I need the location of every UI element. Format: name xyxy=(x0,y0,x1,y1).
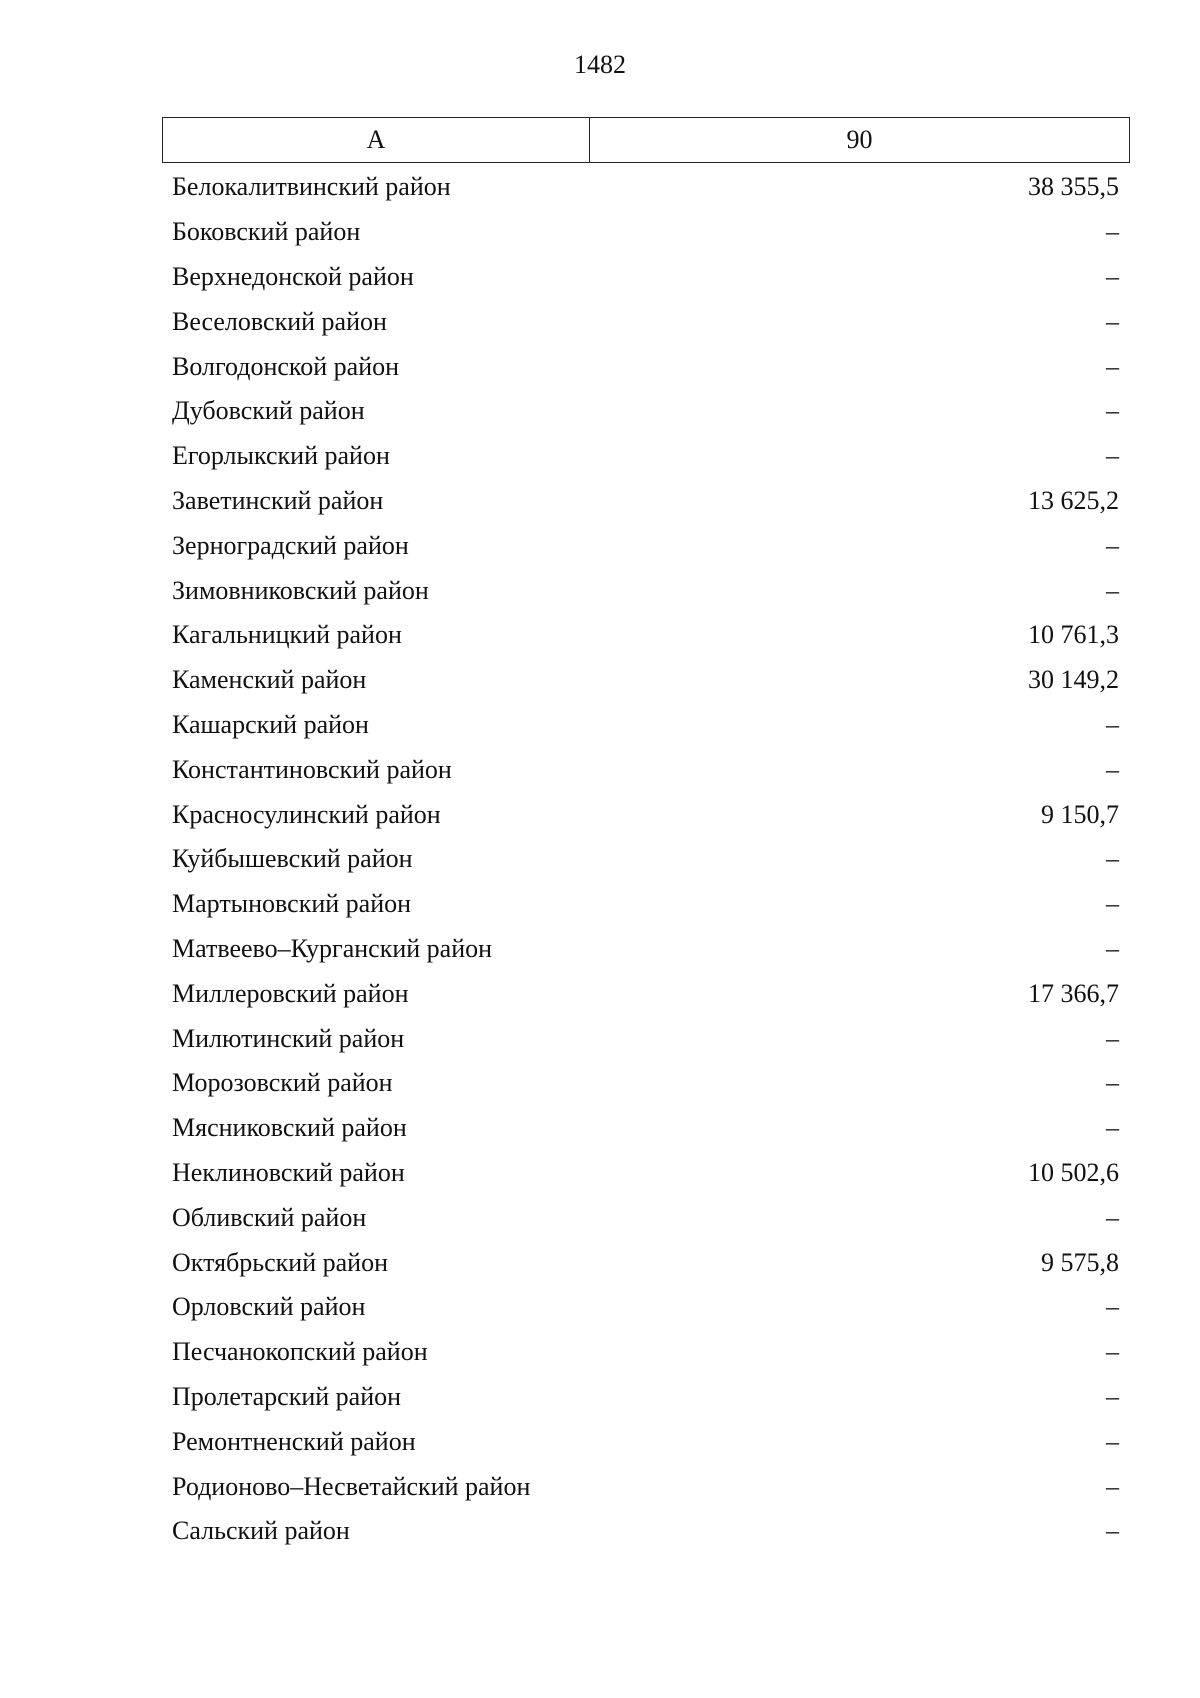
table-row xyxy=(162,1330,1130,1375)
row-value: – xyxy=(1106,1023,1119,1053)
table-row xyxy=(162,1419,1130,1464)
row-name: Песчанокопский район xyxy=(172,1337,428,1367)
row-value: – xyxy=(1106,396,1119,426)
row-name: Веселовский район xyxy=(172,306,387,336)
row-name: Орловский район xyxy=(172,1292,366,1322)
row-value: – xyxy=(1106,530,1119,560)
row-value: 38 355,5 xyxy=(1028,172,1119,202)
table-row xyxy=(162,255,1130,300)
table-header xyxy=(162,117,1130,163)
row-name: Мясниковский район xyxy=(172,1113,407,1143)
row-value: 9 150,7 xyxy=(1041,799,1119,829)
table-row xyxy=(162,299,1130,344)
row-value: – xyxy=(1106,709,1119,739)
table-row xyxy=(162,1464,1130,1509)
row-value: – xyxy=(1106,261,1119,291)
table-row xyxy=(162,613,1130,658)
table-row xyxy=(162,1061,1130,1106)
row-value: – xyxy=(1106,1113,1119,1143)
row-name: Пролетарский район xyxy=(172,1381,402,1411)
table-row xyxy=(162,837,1130,882)
table-row xyxy=(162,1375,1130,1420)
row-name: Волгодонской район xyxy=(172,351,400,381)
row-name: Каменский район xyxy=(172,665,367,695)
row-name: Сальский район xyxy=(172,1516,350,1546)
table-row xyxy=(162,1285,1130,1330)
table-row xyxy=(162,165,1130,210)
row-value: – xyxy=(1106,306,1119,336)
row-value: 10 502,6 xyxy=(1028,1157,1119,1187)
row-value: – xyxy=(1106,1202,1119,1232)
row-name: Верхнедонской район xyxy=(172,261,414,291)
table-row xyxy=(162,882,1130,927)
row-value: – xyxy=(1106,575,1119,605)
row-name: Ремонтненский район xyxy=(172,1426,416,1456)
table-row xyxy=(162,1195,1130,1240)
table-row xyxy=(162,568,1130,613)
row-value: – xyxy=(1106,351,1119,381)
row-value: 30 149,2 xyxy=(1028,665,1119,695)
table-header-col-a: А xyxy=(163,118,590,162)
row-value: – xyxy=(1106,933,1119,963)
table-row xyxy=(162,971,1130,1016)
table-row xyxy=(162,1016,1130,1061)
table-row xyxy=(162,434,1130,479)
row-name: Константиновский район xyxy=(172,754,452,784)
row-name: Матвеево–Курганский район xyxy=(172,933,493,963)
row-name: Октябрьский район xyxy=(172,1247,388,1277)
row-name: Куйбышевский район xyxy=(172,844,413,874)
table-row xyxy=(162,344,1130,389)
table-row xyxy=(162,523,1130,568)
table-row xyxy=(162,792,1130,837)
row-value: – xyxy=(1106,1471,1119,1501)
row-name: Миллеровский район xyxy=(172,978,409,1008)
table-row xyxy=(162,210,1130,255)
table-row xyxy=(162,1151,1130,1196)
row-name: Неклиновский район xyxy=(172,1157,405,1187)
row-value: – xyxy=(1106,844,1119,874)
row-name: Кагальницкий район xyxy=(172,620,402,650)
row-name: Милютинский район xyxy=(172,1023,405,1053)
row-value: 10 761,3 xyxy=(1028,620,1119,650)
row-name: Дубовский район xyxy=(172,396,365,426)
table-body xyxy=(162,165,1130,1554)
row-name: Кашарский район xyxy=(172,709,369,739)
row-name: Морозовский район xyxy=(172,1068,393,1098)
row-value: 17 366,7 xyxy=(1028,978,1119,1008)
row-value: – xyxy=(1106,889,1119,919)
table-row xyxy=(162,389,1130,434)
table-row xyxy=(162,658,1130,703)
table-row xyxy=(162,479,1130,524)
table-row xyxy=(162,747,1130,792)
row-value: – xyxy=(1106,1337,1119,1367)
row-value: – xyxy=(1106,1426,1119,1456)
row-value: – xyxy=(1106,1068,1119,1098)
row-name: Родионово–Несветайский район xyxy=(172,1471,531,1501)
row-value: – xyxy=(1106,754,1119,784)
table-row xyxy=(162,1240,1130,1285)
row-name: Заветинский район xyxy=(172,485,384,515)
table-row xyxy=(162,927,1130,972)
row-value: – xyxy=(1106,1381,1119,1411)
row-value: – xyxy=(1106,1292,1119,1322)
row-name: Мартыновский район xyxy=(172,889,412,919)
row-value: 9 575,8 xyxy=(1041,1247,1119,1277)
table-row xyxy=(162,1106,1130,1151)
table-row xyxy=(162,703,1130,748)
row-name: Красносулинский район xyxy=(172,799,441,829)
row-name: Зимовниковский район xyxy=(172,575,429,605)
table-row xyxy=(162,1509,1130,1554)
row-value: – xyxy=(1106,1516,1119,1546)
row-value: – xyxy=(1106,217,1119,247)
row-name: Егорлыкский район xyxy=(172,441,390,471)
row-name: Белокалитвинский район xyxy=(172,172,451,202)
table-header-col-90: 90 xyxy=(846,125,873,154)
row-name: Зерноградский район xyxy=(172,530,409,560)
page-number: 1482 xyxy=(574,50,626,79)
row-value: – xyxy=(1106,441,1119,471)
row-name: Боковский район xyxy=(172,217,361,247)
row-name: Обливский район xyxy=(172,1202,367,1232)
row-value: 13 625,2 xyxy=(1028,485,1119,515)
